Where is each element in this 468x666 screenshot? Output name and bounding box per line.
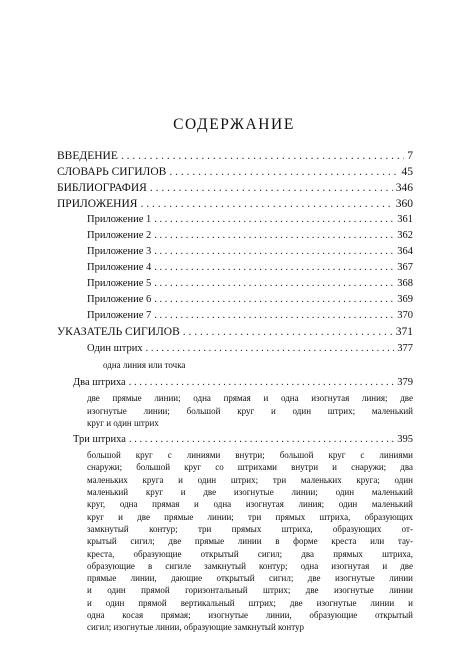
toc-subentry-appendix-6 [57, 292, 413, 308]
toc-entry-label: ПРИЛОЖЕНИЯ [57, 198, 138, 210]
toc-entry-label: Три штриха [73, 434, 126, 446]
toc-entry-label: Приложение 2 [87, 230, 152, 241]
description-line: образующие в сигиле замкнутый контур; одна изогнутая и две [87, 560, 413, 571]
toc-entry-page: 368 [397, 278, 413, 289]
toc-entry-page: 361 [397, 214, 413, 225]
toc-subentry-appendix-2 [57, 228, 413, 244]
toc-subentry-one-stroke [57, 340, 413, 357]
dot-leader [121, 148, 404, 164]
description-line: и один прямой горизонтальный штрих; две изогнутые линии [87, 585, 413, 596]
description-line: сигил; изогнутые линии, образующие замкнутый контур [87, 622, 305, 633]
toc-entry-page: 360 [395, 198, 413, 210]
dot-leader [154, 212, 394, 228]
toc-subentry-description [57, 392, 413, 429]
toc-entry-label: Приложение 1 [87, 214, 152, 225]
toc-entry-page: 377 [397, 343, 413, 354]
toc-entry-label: Приложение 4 [87, 262, 152, 273]
dot-leader [154, 260, 394, 276]
description-line: маленький круг и две изогнутые линии; один маленький [87, 487, 413, 498]
dot-leader [154, 308, 394, 324]
description-line: крытый сигил; две прямые линии в форме креста или тау- [87, 536, 413, 547]
toc-subentry-two-strokes [57, 375, 413, 390]
toc-entry-label: Приложение 6 [87, 294, 152, 305]
toc-entry-page: 369 [397, 294, 413, 305]
toc-entry-index [57, 324, 413, 340]
dot-leader [140, 196, 392, 212]
description-line: и один прямой вертикальный штрих; две изогнутые линии и [87, 597, 413, 608]
dot-leader [154, 228, 394, 244]
toc-entry-page: 367 [397, 262, 413, 273]
description-line: круг, одна прямая и одна изогнутая линия; один маленький [87, 499, 413, 510]
description-line: креста, образующие открытый сигил; два прямых штриха, [87, 548, 413, 559]
toc-entry-label: Приложение 5 [87, 278, 152, 289]
description-line: прямые линии, дающие открытый сигил; две изогнутые линии [87, 573, 413, 584]
dot-leader [129, 432, 394, 447]
toc-entry-bibliography [57, 180, 413, 196]
page-title: СОДЕРЖАНИЕ [173, 116, 295, 133]
toc-entry-page: 364 [397, 246, 413, 257]
description-line: одна линия или точка [103, 360, 186, 370]
toc-entry-label: ВВЕДЕНИЕ [57, 150, 118, 162]
description-line: круг и две прямые линии; три прямых штриха, образующих [87, 511, 413, 522]
toc-entry-label: БИБЛИОГРАФИЯ [57, 182, 147, 194]
toc-subentry-appendix-5 [57, 276, 413, 292]
toc-entry-label: Один штрих [87, 343, 143, 354]
toc-entry-page: 370 [397, 310, 413, 321]
description-line: изогнутые линии; большой круг и один штрих; маленький [87, 405, 413, 416]
toc-subentry-three-strokes [57, 432, 413, 447]
toc-entry-page: 7 [407, 150, 413, 162]
toc-subentry-appendix-7 [57, 308, 413, 324]
toc-entry-label: СЛОВАРЬ СИГИЛОВ [57, 166, 167, 178]
toc-entry-dictionary [57, 164, 413, 180]
toc-subentry-appendix-4 [57, 260, 413, 276]
toc-entry-page: 362 [397, 230, 413, 241]
toc-entry-page: 395 [397, 434, 413, 446]
dot-leader [154, 244, 394, 260]
toc-subentry-description [57, 449, 413, 633]
table-of-contents [57, 148, 413, 634]
toc-subentry-description [57, 359, 343, 371]
description-line: круг и один штрих [87, 417, 159, 428]
toc-entry-label: Приложение 7 [87, 310, 152, 321]
dot-leader [129, 375, 395, 390]
description-line: большой круг с линиями внутри; большой круг с линиями [87, 450, 413, 461]
toc-entry-label: УКАЗАТЕЛЬ СИГИЛОВ [57, 326, 180, 338]
description-line: снаружи; большой круг со штрихами внутри и снаружи; два [87, 462, 413, 473]
dot-leader [169, 164, 398, 180]
description-line: замкнутый контур; три прямых штриха, образующих от- [87, 523, 413, 534]
description-line: две прямые линии; одна прямая и одна изогнутая линия; две [87, 393, 413, 404]
toc-entry-page: 45 [401, 166, 413, 178]
toc-entry-label: Приложение 3 [87, 246, 152, 257]
description-line: одна косая прямая; изогнутые линии, образующие открытый [87, 610, 413, 621]
toc-entry-page: 379 [397, 377, 413, 389]
dot-leader [154, 292, 394, 308]
toc-entry-appendices [57, 196, 413, 212]
dot-leader [154, 276, 394, 292]
dot-leader [146, 340, 395, 357]
toc-subentry-appendix-1 [57, 212, 413, 228]
toc-entry-page: 346 [395, 182, 413, 194]
toc-entry-label: Два штриха [73, 377, 126, 389]
toc-subentry-appendix-3 [57, 244, 413, 260]
toc-entry-intro [57, 148, 413, 164]
description-line: маленьких круга и один штрих; три маленьких круга; один [87, 474, 413, 485]
dot-leader [183, 324, 393, 340]
toc-entry-page: 371 [395, 326, 413, 338]
dot-leader [150, 180, 393, 196]
